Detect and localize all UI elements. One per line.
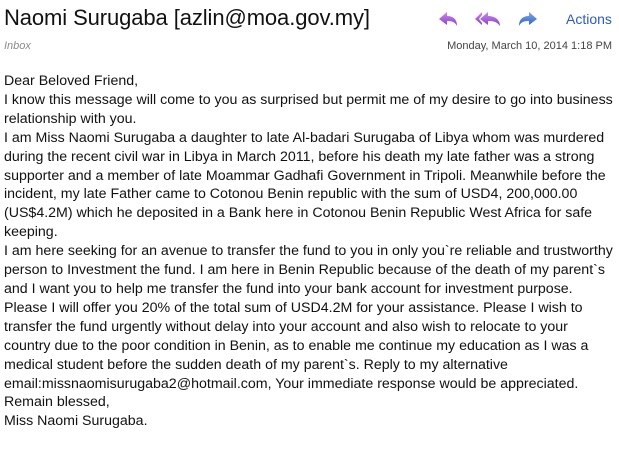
closing-line: Remain blessed, — [4, 394, 110, 411]
reply-button[interactable] — [436, 8, 460, 30]
reply-all-icon — [474, 10, 502, 28]
message-date: Monday, March 10, 2014 1:18 PM — [447, 40, 612, 52]
body-paragraph: I know this message will come to you as surprised but permit me of my desire to go into business relationship with you. — [4, 91, 613, 127]
greeting-line: Dear Beloved Friend, — [4, 73, 139, 89]
sender-name: Naomi Surugaba [azlin@moa.gov.my] — [4, 5, 370, 30]
forward-icon — [517, 10, 539, 28]
folder-label: Inbox — [4, 40, 31, 52]
body-paragraph: I am Miss Naomi Surugaba a daughter to late Al-badari Surugaba of Libya whom was murdered during the recent civil war in Libya in March 2011, before his death my late father was a strong supporter and a member of late Moammar Gadhafi Government in Tripoli. Meanwhile before the incident, my late Father came to Cotonou Benin republic with the sum of USD4, 200,000.00 (US$4.2M) which he deposited in a Bank here in Cotonou Benin Republic West Africa for safe keeping. — [4, 129, 606, 241]
body-paragraph: Please I will offer you 20% of the total sum of USD4.2M for your assistance. Please I wish to transfer the fund urgently without delay into your account and also wish to relocate to your country due to the poor condition in Benin, as to enable me continue my education as I was a medical student before the sudden death of my parent`s. Reply to my alternative email:missnaomisurugaba2@hotmail.com, Your immediate response would be appreciated. — [4, 299, 589, 392]
signature-line: Miss Naomi Surugaba. — [4, 413, 148, 430]
forward-button[interactable] — [516, 8, 540, 30]
message-body — [4, 72, 616, 431]
reply-all-button[interactable] — [474, 8, 502, 30]
message-header — [0, 0, 619, 62]
actions-menu-button[interactable]: Actions — [566, 11, 612, 27]
message-toolbar — [436, 8, 540, 30]
body-paragraph: I am here seeking for an avenue to transfer the fund to you in only you`re reliable and trustworthy person to Investment the fund. I am here in Benin Republic because of the death of my parent`s and I want you to help me transfer the fund into your bank account for investment purpose. — [4, 243, 613, 297]
reply-icon — [437, 10, 459, 28]
